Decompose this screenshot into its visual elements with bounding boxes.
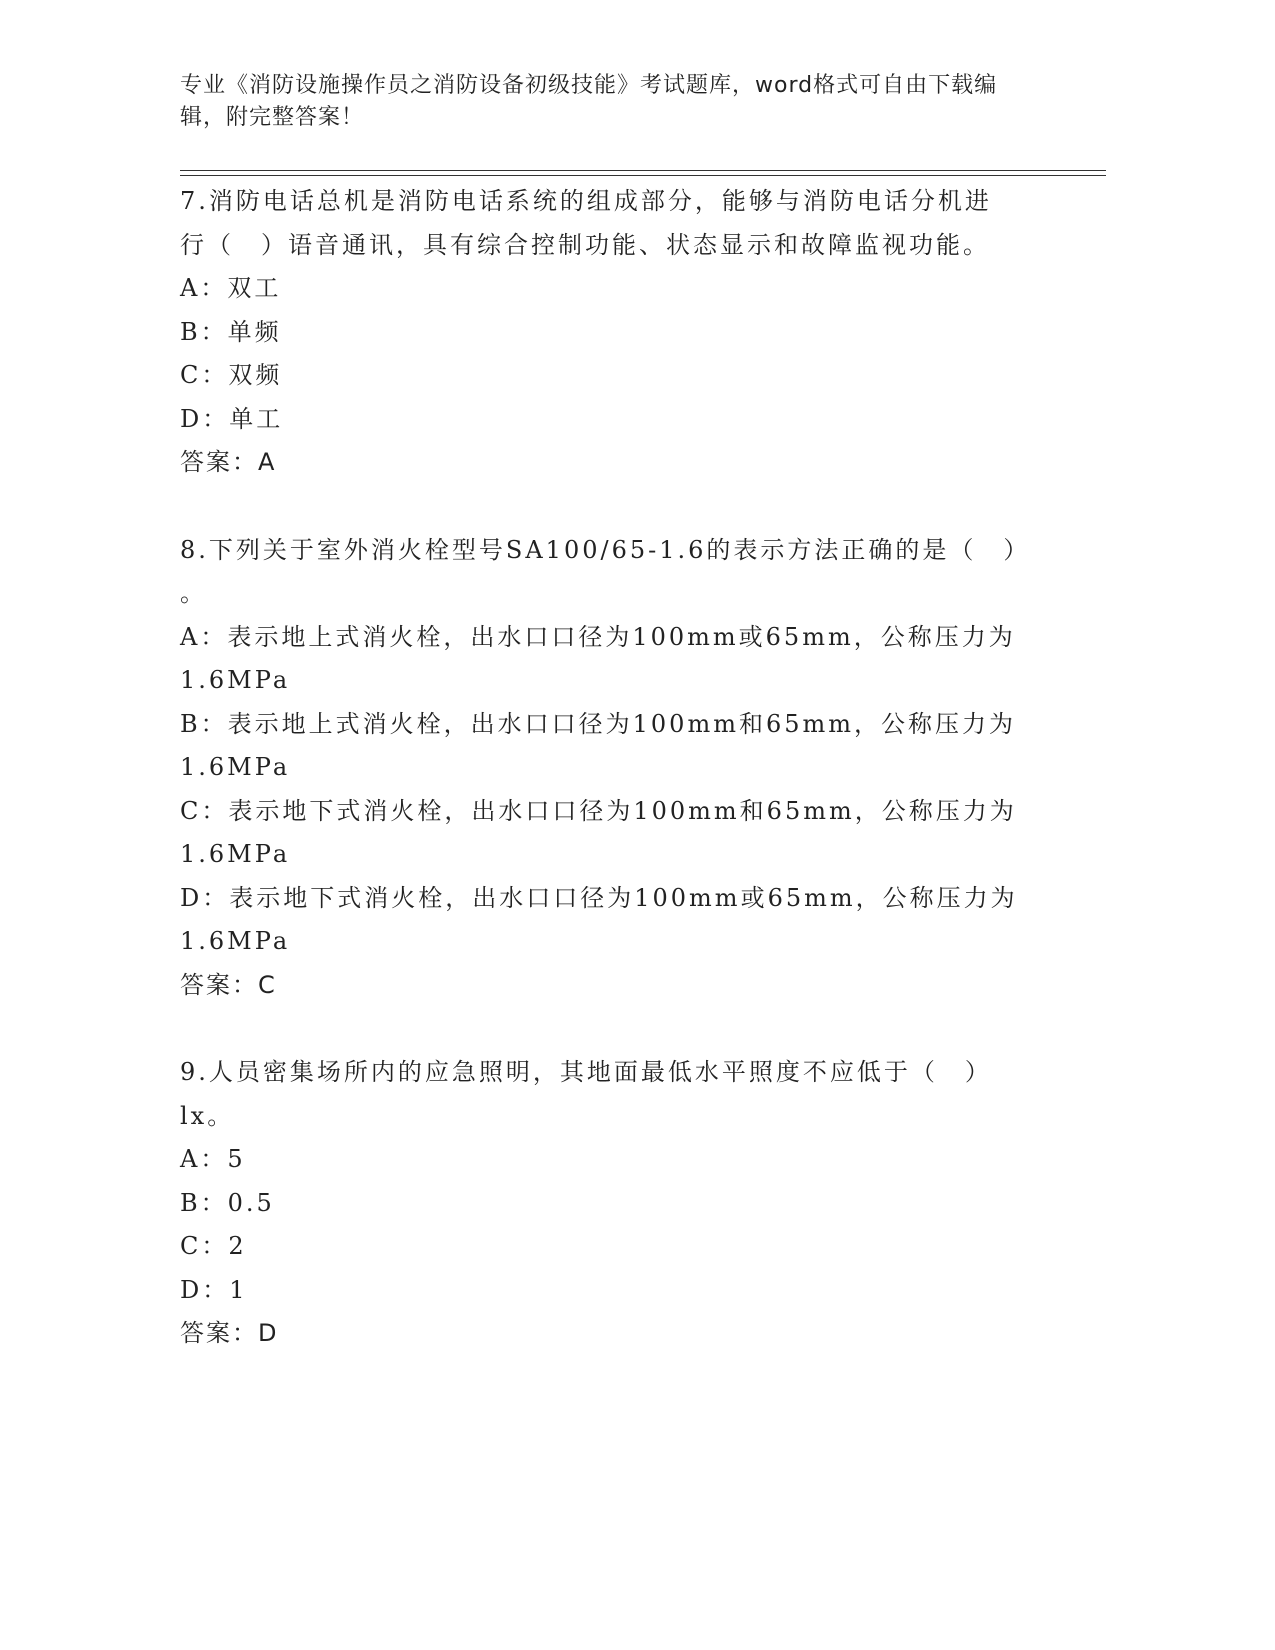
question-8-option-b-line-1: B：表示地上式消火栓，出水口口径为100mm和65mm，公称压力为 (180, 709, 1017, 738)
question-7-stem-line-1: 7.消防电话总机是消防电话系统的组成部分，能够与消防电话分机进 (180, 187, 992, 215)
question-9-stem-line-2: lx。 (180, 1101, 235, 1130)
question-9-option-b: B：0.5 (180, 1188, 275, 1217)
question-8-answer: 答案：C (180, 970, 277, 999)
question-9-answer: 答案：D (180, 1319, 279, 1347)
question-8-option-d-line-2: 1.6MPa (180, 927, 291, 955)
header-line-2: 辑，附完整答案！ (180, 105, 365, 130)
question-9-option-d: D：1 (180, 1275, 248, 1304)
question-7 (180, 180, 1040, 485)
question-list (180, 180, 1040, 1356)
question-8-option-a-line-2: 1.6MPa (180, 666, 291, 694)
question-9-option-c: C：2 (180, 1232, 247, 1260)
page-header (180, 70, 1040, 134)
question-8-stem-line-2: 。 (180, 579, 207, 607)
header-line-1: 专业《消防设施操作员之消防设备初级技能》考试题库，word格式可自由下载编 (180, 73, 998, 98)
question-8 (180, 529, 1040, 1008)
question-spacer (180, 1007, 1040, 1051)
question-9 (180, 1051, 1040, 1356)
header-divider-top (180, 170, 1106, 171)
question-8-stem-line-1: 8.下列关于室外消火栓型号SA100/65-1.6的表示方法正确的是（ ） (180, 535, 1031, 564)
question-7-stem-line-2: 行（ ）语音通讯，具有综合控制功能、状态显示和故障监视功能。 (180, 230, 990, 259)
question-9-stem-line-1: 9.人员密集场所内的应急照明，其地面最低水平照度不应低于（ ） (180, 1058, 992, 1086)
question-7-option-a: A：双工 (180, 274, 282, 302)
question-9-option-a: A：5 (180, 1145, 246, 1173)
question-8-option-b-line-2: 1.6MPa (180, 753, 291, 781)
header-divider-bottom (180, 175, 1106, 176)
question-7-option-c: C：双频 (180, 361, 283, 389)
question-7-answer: 答案：A (180, 448, 277, 476)
question-8-option-c-line-1: C：表示地下式消火栓，出水口口径为100mm和65mm，公称压力为 (180, 796, 1017, 825)
question-7-option-b: B：单频 (180, 317, 282, 346)
question-8-option-a-line-1: A：表示地上式消火栓，出水口口径为100mm或65mm，公称压力为 (180, 622, 1016, 651)
question-spacer (180, 485, 1040, 529)
question-7-option-d: D：单工 (180, 404, 284, 433)
question-8-option-c-line-2: 1.6MPa (180, 840, 291, 868)
question-8-option-d-line-1: D：表示地下式消火栓，出水口口径为100mm或65mm，公称压力为 (180, 883, 1018, 912)
